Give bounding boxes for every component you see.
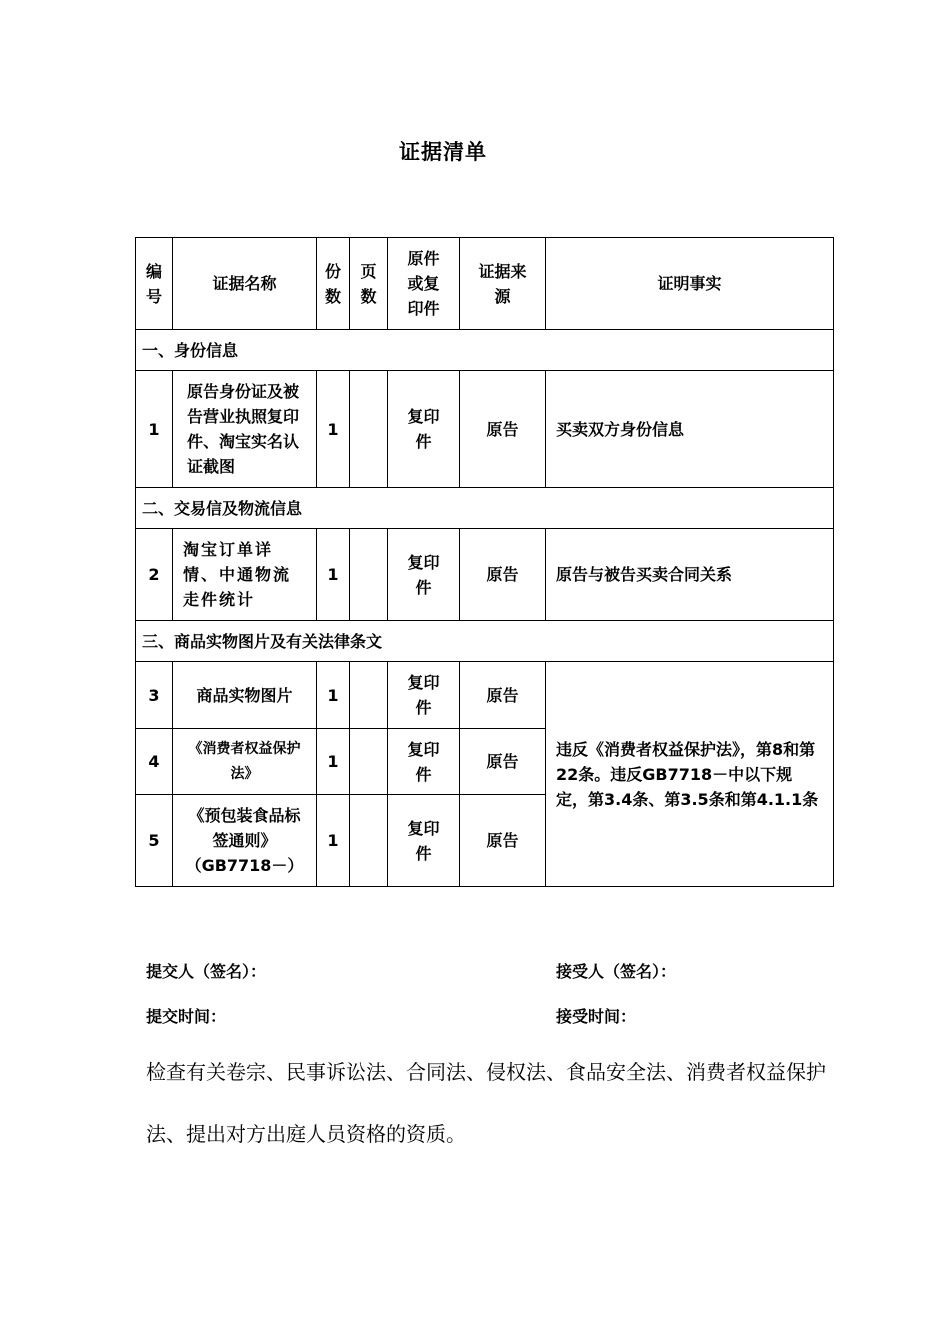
cell-pages: [350, 729, 388, 795]
section-label: 一、身份信息: [136, 330, 834, 371]
submitter-label: 提交人（签名）：: [146, 962, 267, 981]
cell-name: 《预包装食品标签通则》（GB7718－）: [173, 795, 317, 887]
cell-pages: [350, 529, 388, 621]
cell-name: 商品实物图片: [173, 662, 317, 729]
section-label: 三、商品实物图片及有关法律条文: [136, 621, 834, 662]
cell-copies: 1: [317, 662, 350, 729]
header-no: 编号: [136, 238, 173, 330]
table-row: [136, 662, 834, 729]
cell-pages: [350, 795, 388, 887]
cell-copies: 1: [317, 729, 350, 795]
cell-pages: [350, 371, 388, 488]
page-title: 证据清单: [399, 140, 487, 164]
header-pages: 页数: [350, 238, 388, 330]
section-row: [136, 621, 834, 662]
cell-original: 复印件: [388, 795, 460, 887]
cell-pages: [350, 662, 388, 729]
evidence-table: [135, 237, 834, 887]
cell-original: 复印件: [388, 729, 460, 795]
cell-source: 原告: [460, 795, 546, 887]
section-row: [136, 330, 834, 371]
cell-original: 复印件: [388, 662, 460, 729]
cell-name: 淘宝订单详情、中通物流走件统计: [173, 529, 317, 621]
header-copies: 份数: [317, 238, 350, 330]
cell-copies: 1: [317, 529, 350, 621]
cell-source: 原告: [460, 729, 546, 795]
cell-fact: 买卖双方身份信息: [546, 371, 834, 488]
cell-no: 4: [136, 729, 173, 795]
note-paragraph: 检查有关卷宗、民事诉讼法、合同法、侵权法、食品安全法、消费者权益保护法、提出对方出庭人员资格的资质。: [146, 1060, 826, 1146]
cell-source: 原告: [460, 371, 546, 488]
table-row: [136, 371, 834, 488]
cell-fact: 原告与被告买卖合同关系: [546, 529, 834, 621]
header-name: 证据名称: [173, 238, 317, 330]
cell-copies: 1: [317, 371, 350, 488]
cell-name: 《消费者权益保护法》: [173, 729, 317, 795]
cell-copies: 1: [317, 795, 350, 887]
header-source: 证据来源: [460, 238, 546, 330]
cell-name: 原告身份证及被告营业执照复印件、淘宝实名认证截图: [173, 371, 317, 488]
submit-time-label: 提交时间：: [146, 1007, 227, 1026]
cell-no: 2: [136, 529, 173, 621]
cell-fact-merged: 违反《消费者权益保护法》，第8和第22条。违反GB7718－中以下规定，第3.4条、第3.5条和第4.1.1条: [546, 662, 834, 887]
receive-time-label: 接受时间：: [556, 1007, 637, 1026]
header-original: 原件或复印件: [388, 238, 460, 330]
header-fact: 证明事实: [546, 238, 834, 330]
receiver-label: 接受人（签名）：: [556, 962, 677, 981]
cell-source: 原告: [460, 662, 546, 729]
cell-no: 5: [136, 795, 173, 887]
cell-source: 原告: [460, 529, 546, 621]
table-row: [136, 529, 834, 621]
section-label: 二、交易信及物流信息: [136, 488, 834, 529]
section-row: [136, 488, 834, 529]
cell-original: 复印件: [388, 529, 460, 621]
cell-no: 3: [136, 662, 173, 729]
cell-original: 复印件: [388, 371, 460, 488]
cell-no: 1: [136, 371, 173, 488]
header-row: [136, 238, 834, 330]
